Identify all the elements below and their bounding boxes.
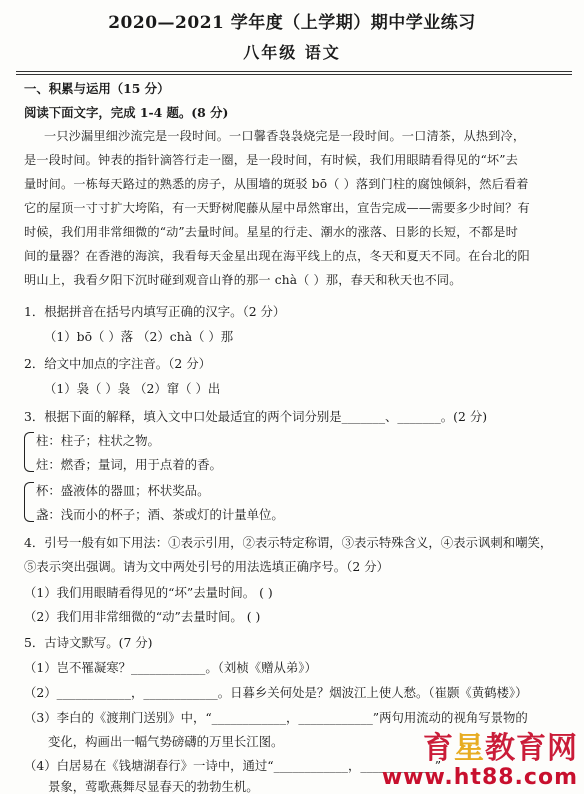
passage-line: 明山上，我看夕阳下沉时碰到观音山脊的那一 chà（ ）那，春天和秋天也不同。 — [24, 273, 462, 287]
question-1: 1．根据拼音在括号内填写正确的汉字。（2 分） — [24, 304, 286, 319]
exam-subtitle: 八年级 语文 — [243, 43, 341, 62]
header-divider — [16, 71, 572, 72]
reading-instruction: 阅读下面文字，完成 1-4 题。(8 分) — [24, 105, 229, 120]
question-5-item[interactable]: （2）____________，____________。日暮乡关何处是？烟波江上使人愁。（崔颢《黄鹤楼》） — [24, 685, 528, 700]
question-5-item: 景象，莺歌燕舞尽显春天的勃勃生机。 — [48, 779, 259, 794]
passage-line: 间的量器？在香港的海滨，我看每天金星出现在海平线上的点，冬天和夏天不同。在台北的阳 — [24, 249, 530, 263]
exam-title: 2020—2021 学年度（上学期）期中学业练习 — [108, 13, 476, 33]
question-2: 2．给文中加点的字注音。（2 分） — [24, 356, 211, 371]
definition-item: 柱：柱子；柱状之物。 — [36, 433, 160, 448]
watermark-url: www.ht88.com — [381, 765, 578, 790]
definition-item: 炷：燃香；量词，用于点着的香。 — [36, 457, 222, 472]
section-heading: 一、积累与运用（15 分） — [24, 81, 170, 96]
question-5-item[interactable]: （1）岂不罹凝寒？____________。（刘桢《赠从弟》） — [24, 660, 317, 675]
question-4-item[interactable]: （2）我们用非常细微的“动”去量时间。 ( ) — [24, 609, 261, 624]
question-4-cont: ⑤表示突出强调。请为文中两处引号的用法选填正确序号。（2 分） — [24, 559, 389, 574]
question-3[interactable]: 3．根据下面的解释，填入文中口处最适宜的两个词分别是_______、_______。(2 分) — [24, 409, 488, 424]
question-5: 5．古诗文默写。(7 分) — [24, 635, 153, 650]
question-1-items[interactable]: （1）bō（ ）落 （2）chà（ ）那 — [44, 329, 234, 344]
definition-brace — [24, 482, 34, 522]
definition-item: 盏：浅而小的杯子；酒、茶或灯的计量单位。 — [36, 507, 284, 522]
passage-line: 是一段时间。钟表的指针滴答行走一圈，是一段时间，有时候，我们用眼睛看得见的“坏”去 — [24, 153, 518, 167]
site-watermark — [382, 732, 578, 790]
definition-item: 杯：盛液体的器皿；杯状奖品。 — [36, 483, 210, 498]
question-5-item[interactable]: （4）白居易在《钱塘湖春行》一诗中，通过“____________，____________” — [24, 758, 442, 773]
question-5-item: 变化，构画出一幅气势磅礴的万里长江图。 — [48, 734, 284, 749]
passage-line: 时候，我们用非常细微的“动”去量时间。星星的行走、潮水的涨落、日影的长短，不都是时 — [24, 225, 518, 239]
watermark-logo-text: 育星教育网 — [423, 731, 578, 766]
question-5-item[interactable]: （3）李白的《渡荆门送别》中，“____________，____________”两句用流动的视角写景物的 — [24, 710, 528, 725]
passage-line: 它的屋顶一寸寸扩大垮陷，有一天野树爬藤从屋中昂然窜出，宣告完成——需要多少时间？有 — [24, 201, 530, 215]
question-2-items[interactable]: （1）袅（ ）袅 （2）窜（ ）出 — [44, 381, 221, 396]
question-4-item[interactable]: （1）我们用眼睛看得见的“坏”去量时间。 ( ) — [24, 585, 273, 600]
definition-brace — [24, 432, 34, 472]
passage-line: 一只沙漏里细沙流完是一段时间。一口馨香袅袅烧完是一段时间。一口清茶，从热到冷， — [44, 129, 526, 143]
passage-line: 量时间。一栋每天路过的熟悉的房子，从围墙的斑驳 bō（ ）落到门柱的腐蚀倾斜，然后看着 — [24, 177, 529, 191]
header-divider-thick — [16, 74, 572, 75]
question-4: 4．引号一般有如下用法：①表示引用，②表示特定称谓，③表示特殊含义，④表示讽刺和嘲笑， — [24, 535, 553, 550]
